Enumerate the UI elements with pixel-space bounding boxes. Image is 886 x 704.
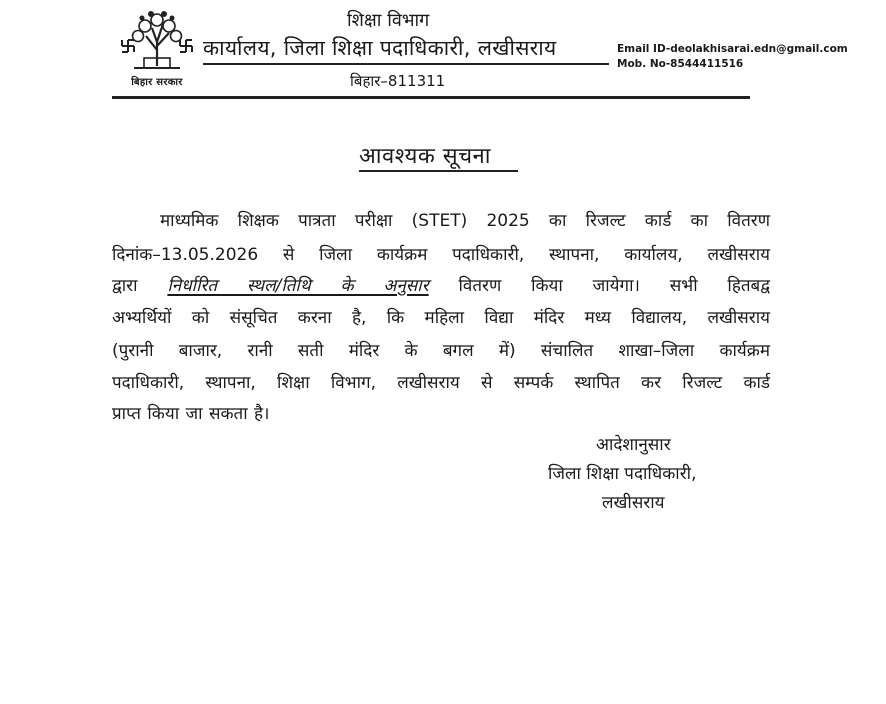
address-pin: बिहार–811311 (350, 72, 446, 90)
notice-line-2: दिनांक–13.05.2026 से जिला कार्यक्रम पदाधिकारी, स्थापना, कार्यालय, लखीसराय (112, 245, 770, 265)
signature-order: आदेशानुसार (596, 435, 671, 455)
contact-mobile: Mob. No-8544411516 (617, 58, 744, 70)
notice-emphasis: निर्धारित स्थल/तिथि के अनुसार (167, 276, 429, 296)
department-name: शिक्षा विभाग (347, 10, 430, 31)
emblem-caption: बिहार सरकार (131, 77, 183, 88)
notice-line-3-post: वितरण किया जायेगा। सभी हितबद्व (458, 276, 771, 296)
office-name: कार्यालय, जिला शिक्षा पदाधिकारी, लखीसराय (203, 36, 557, 60)
notice-title-underline (359, 170, 518, 172)
notice-line-6: पदाधिकारी, स्थापना, शिक्षा विभाग, लखीसराय से सम्पर्क स्थापित कर रिजल्ट कार्ड (112, 373, 770, 393)
office-underline (203, 63, 609, 65)
signature-place: लखीसराय (602, 493, 665, 513)
header-divider (112, 96, 750, 99)
notice-line-7: प्राप्त किया जा सकता है। (112, 404, 270, 424)
notice-line-1: माध्यमिक शिक्षक पात्रता परीक्षा (STET) 2025 का रिजल्ट कार्ड का वितरण (160, 211, 770, 231)
notice-line-3 (112, 273, 770, 296)
notice-line-3-pre: द्वारा (112, 276, 138, 296)
contact-email: Email ID-deolakhisarai.edn@gmail.com (617, 43, 848, 55)
notice-title: आवश्यक सूचना (359, 144, 491, 169)
notice-line-4: अभ्यर्थियों को संसूचित करना है, कि महिला विद्या मंदिर मध्य विद्यालय, लखीसराय (112, 308, 770, 328)
signature-designation: जिला शिक्षा पदाधिकारी, (548, 464, 697, 484)
notice-line-5: (पुरानी बाजार, रानी सती मंदिर के बगल में) संचालित शाखा–जिला कार्यक्रम (112, 341, 770, 361)
